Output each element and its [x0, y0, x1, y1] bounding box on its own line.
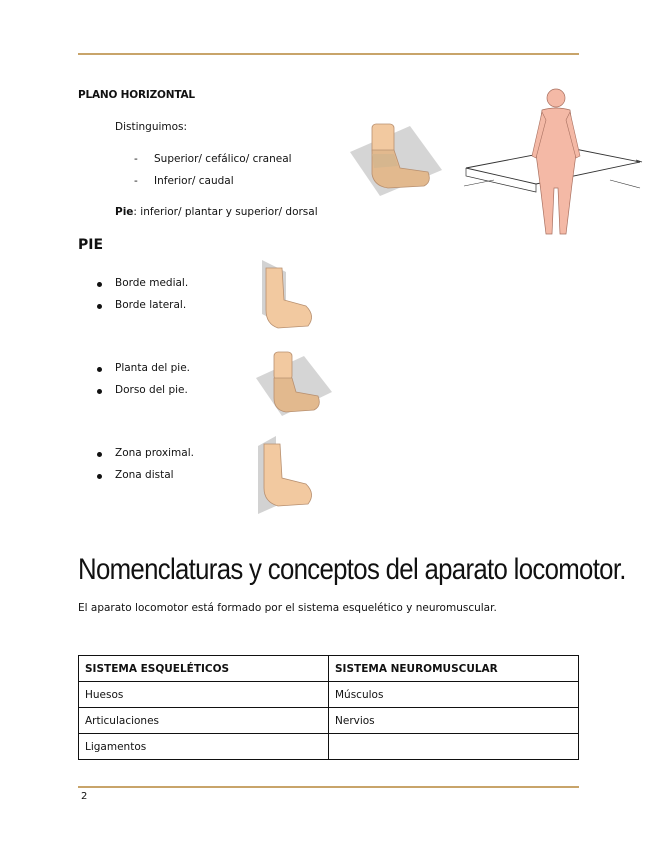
bullet-marker — [97, 282, 102, 287]
pie-list-item: Planta del pie. — [115, 362, 190, 374]
foot-sagittal-plane-figure — [256, 256, 322, 336]
bullet-marker — [97, 367, 102, 372]
table-row — [79, 682, 579, 708]
pie-list-item: Borde lateral. — [115, 299, 187, 311]
table-header-cell: SISTEMA NEUROMUSCULAR — [329, 656, 579, 682]
table-cell: Huesos — [79, 682, 329, 708]
table-header-row — [79, 656, 579, 682]
body-horizontal-plane-figure — [460, 84, 644, 252]
pie-list-item: Dorso del pie. — [115, 384, 188, 396]
dash-marker: - — [134, 153, 138, 165]
nomenclature-title: Nomenclaturas y conceptos del aparato locomotor. — [78, 553, 626, 586]
plano-intro: Distinguimos: — [115, 121, 188, 133]
footer-rule — [78, 786, 579, 788]
table-header-cell: SISTEMA ESQUELÉTICOS — [79, 656, 329, 682]
foot-horizontal-plane-figure — [348, 120, 444, 198]
pie-list-item: Zona proximal. — [115, 447, 194, 459]
foot-horizontal-plane-figure-2 — [254, 348, 334, 420]
nomenclature-intro: El aparato locomotor está formado por el sistema esquelético y neuromuscular. — [78, 602, 497, 614]
table-row — [79, 708, 579, 734]
dash-marker: - — [134, 175, 138, 187]
bullet-marker — [97, 452, 102, 457]
pie-list-item: Zona distal — [115, 469, 174, 481]
table-cell: Músculos — [329, 682, 579, 708]
table-row — [79, 734, 579, 760]
foot-frontal-plane-figure — [254, 432, 326, 516]
pie-list-item: Borde medial. — [115, 277, 189, 289]
bullet-marker — [97, 474, 102, 479]
bullet-marker — [97, 304, 102, 309]
table-cell: Nervios — [329, 708, 579, 734]
systems-table — [78, 655, 579, 760]
plano-heading: PLANO HORIZONTAL — [78, 89, 195, 101]
plano-pie-line — [115, 206, 318, 218]
plano-item-superior: Superior/ cefálico/ craneal — [154, 153, 292, 165]
pie-heading: PIE — [78, 237, 104, 253]
page-number: 2 — [81, 791, 88, 802]
pie-label: Pie — [115, 206, 134, 218]
pie-text: : inferior/ plantar y superior/ dorsal — [133, 206, 318, 218]
header-rule — [78, 53, 579, 55]
plano-item-inferior: Inferior/ caudal — [154, 175, 234, 187]
bullet-marker — [97, 389, 102, 394]
table-cell: Articulaciones — [79, 708, 329, 734]
table-cell — [329, 734, 579, 760]
table-cell: Ligamentos — [79, 734, 329, 760]
